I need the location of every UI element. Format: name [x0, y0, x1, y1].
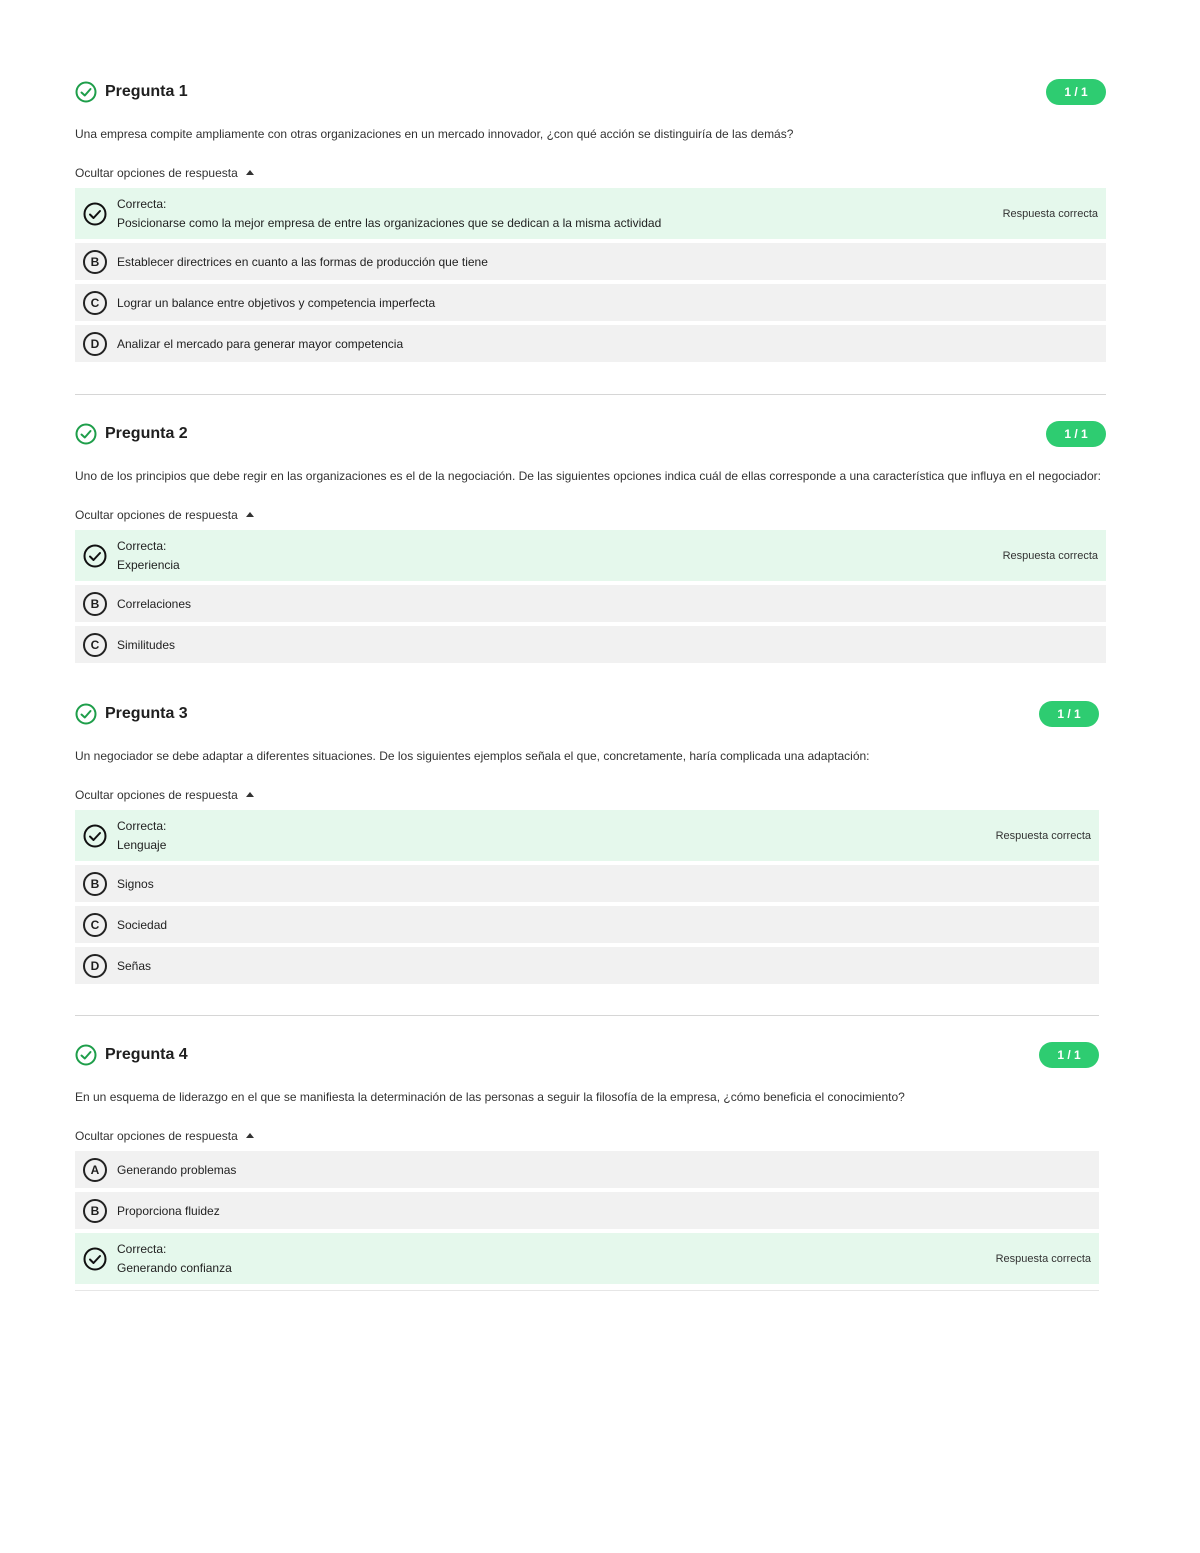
question-text: Una empresa compite ampliamente con otras organizaciones en un mercado innovador, ¿con qué acción se distinguiría de las demás?	[75, 127, 794, 141]
options-list	[75, 188, 1106, 362]
question-header	[75, 700, 1099, 728]
option-b[interactable]	[75, 243, 1106, 280]
question-3	[75, 700, 1099, 988]
toggle-label: Ocultar opciones de respuesta	[75, 788, 238, 802]
question-text: Un negociador se debe adaptar a diferentes situaciones. De los siguientes ejemplos señala el que, concretamente, haría complicada una adaptación:	[75, 749, 870, 763]
option-text: Generando problemas	[117, 1162, 237, 1177]
options-list	[75, 810, 1099, 984]
chevron-up-icon	[246, 170, 254, 175]
option-letter: D	[83, 332, 107, 356]
hide-options-toggle[interactable]	[75, 166, 1106, 180]
options-list	[75, 530, 1106, 663]
correct-label: Correcta:	[117, 1241, 167, 1256]
option-text: Analizar el mercado para generar mayor competencia	[117, 336, 404, 351]
correct-answer-note: Respuesta correcta	[1002, 549, 1098, 562]
divider	[75, 1015, 1099, 1016]
chevron-up-icon	[246, 512, 254, 517]
question-title: Pregunta 4	[105, 1046, 188, 1063]
option-text: Establecer directrices en cuanto a las formas de producción que tiene	[117, 254, 488, 269]
chevron-up-icon	[246, 792, 254, 797]
question-title: Pregunta 2	[105, 425, 188, 442]
question-header	[75, 420, 1106, 448]
option-text: Similitudes	[117, 637, 176, 652]
option-text: Lograr un balance entre objetivos y competencia imperfecta	[117, 295, 436, 310]
option-text: Experiencia	[117, 557, 180, 572]
score-badge: 1 / 1	[1039, 1042, 1099, 1068]
option-text: Signos	[117, 876, 154, 891]
option-letter: B	[83, 250, 107, 274]
check-circle-icon	[83, 824, 107, 848]
option-text: Señas	[117, 958, 152, 973]
option-letter: A	[83, 1158, 107, 1182]
correct-answer-note: Respuesta correcta	[995, 829, 1091, 842]
option-c[interactable]	[75, 1233, 1099, 1284]
score-badge: 1 / 1	[1046, 79, 1106, 105]
hide-options-toggle[interactable]	[75, 508, 1106, 522]
option-c[interactable]	[75, 284, 1106, 321]
divider	[75, 394, 1106, 395]
check-circle-icon	[75, 81, 97, 103]
question-text: Uno de los principios que debe regir en las organizaciones es el de la negociación. De las siguientes opciones indica cuál de ellas corresponde a una característica que influya en el negociador:	[75, 469, 1101, 483]
option-a[interactable]	[75, 188, 1106, 239]
option-text: Generando confianza	[117, 1260, 232, 1275]
option-letter: B	[83, 592, 107, 616]
question-text: En un esquema de liderazgo en el que se manifiesta la determinación de las personas a seguir la filosofía de la empresa, ¿cómo beneficia el conocimiento?	[75, 1090, 905, 1104]
check-circle-icon	[75, 423, 97, 445]
toggle-label: Ocultar opciones de respuesta	[75, 508, 238, 522]
option-d[interactable]	[75, 325, 1106, 362]
hide-options-toggle[interactable]	[75, 788, 1099, 802]
option-b[interactable]	[75, 1192, 1099, 1229]
check-circle-icon	[75, 703, 97, 725]
option-a[interactable]	[75, 530, 1106, 581]
correct-label: Correcta:	[117, 196, 167, 211]
question-title: Pregunta 1	[105, 83, 188, 100]
check-circle-icon	[83, 202, 107, 226]
toggle-label: Ocultar opciones de respuesta	[75, 1129, 238, 1143]
check-circle-icon	[75, 1044, 97, 1066]
check-circle-icon	[83, 544, 107, 568]
option-b[interactable]	[75, 585, 1106, 622]
question-header	[75, 78, 1106, 106]
correct-label: Correcta:	[117, 538, 167, 553]
option-c[interactable]	[75, 626, 1106, 663]
correct-answer-note: Respuesta correcta	[1002, 207, 1098, 220]
option-b[interactable]	[75, 865, 1099, 902]
option-text: Lenguaje	[117, 837, 167, 852]
option-text: Sociedad	[117, 917, 168, 932]
option-text: Proporciona fluidez	[117, 1203, 220, 1218]
option-text: Correlaciones	[117, 596, 192, 611]
option-a[interactable]	[75, 810, 1099, 861]
correct-label: Correcta:	[117, 818, 167, 833]
question-1	[75, 78, 1106, 366]
option-letter: C	[83, 291, 107, 315]
score-badge: 1 / 1	[1039, 701, 1099, 727]
option-letter: C	[83, 913, 107, 937]
option-c[interactable]	[75, 906, 1099, 943]
toggle-label: Ocultar opciones de respuesta	[75, 166, 238, 180]
option-letter: B	[83, 872, 107, 896]
divider	[75, 1290, 1099, 1291]
correct-answer-note: Respuesta correcta	[995, 1252, 1091, 1265]
check-circle-icon	[83, 1247, 107, 1271]
question-2	[75, 420, 1106, 670]
question-4	[75, 1041, 1099, 1288]
question-title: Pregunta 3	[105, 705, 188, 722]
option-letter: C	[83, 633, 107, 657]
option-letter: B	[83, 1199, 107, 1223]
chevron-up-icon	[246, 1133, 254, 1138]
option-text: Posicionarse como la mejor empresa de entre las organizaciones que se dedican a la misma actividad	[117, 215, 662, 230]
option-d[interactable]	[75, 947, 1099, 984]
option-a[interactable]	[75, 1151, 1099, 1188]
question-header	[75, 1041, 1099, 1069]
options-list	[75, 1151, 1099, 1284]
score-badge: 1 / 1	[1046, 421, 1106, 447]
hide-options-toggle[interactable]	[75, 1129, 1099, 1143]
option-letter: D	[83, 954, 107, 978]
